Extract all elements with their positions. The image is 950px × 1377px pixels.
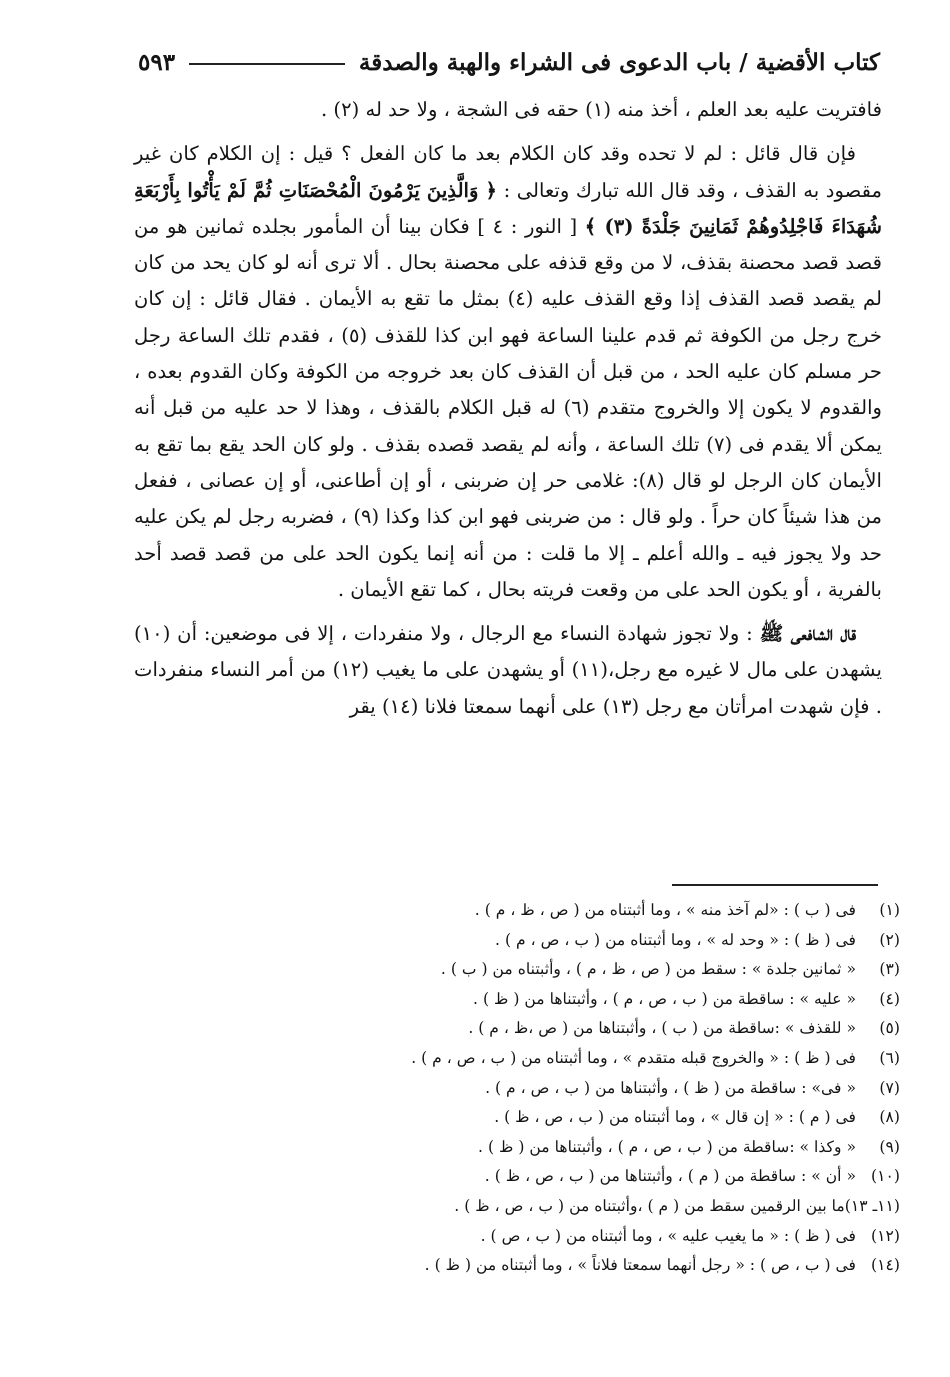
footnote-text: « فى» : ساقطة من ( ظ ) ، وأثبتناها من ( ب ، ص ، م ) . <box>485 1078 856 1097</box>
footnote <box>330 1044 900 1074</box>
footnote-number: (٩) <box>879 1137 900 1156</box>
footnote-number: (١١ـ ١٣) <box>844 1196 900 1215</box>
footnote-number: (٥) <box>879 1019 900 1038</box>
footnote-text: « للقذف » :ساقطة من ( ب ) ، وأثبتناها من ( ص ،ظ ، م ) . <box>468 1019 856 1038</box>
footnote <box>330 1103 900 1133</box>
footnote-text: « أن » : ساقطة من ( م ) ، وأثبتناها من ( ب ، ص ، ظ ) . <box>484 1167 856 1186</box>
footnote <box>330 1222 900 1252</box>
footnote-number: (٧) <box>879 1078 900 1097</box>
footnote-number: (١٢) <box>871 1226 900 1245</box>
page-number: ٥٩٣ <box>138 48 176 76</box>
paragraph-2 <box>134 136 882 608</box>
footnote-text: فى ( م ) : « إن قال » ، وما أثبتناه من ( ب ، ص ، ظ ) . <box>494 1108 856 1127</box>
quran-verse: ﴿ وَالَّذِينَ يَرْمُونَ الْمُحْصَنَاتِ ثُمَّ لَمْ يَأْتُوا بِأَرْبَعَةِ شُهَدَاءَ فَاجْلِدُوهُمْ ثَمَانِينَ جَلْدَةً (٣) ﴾ <box>134 178 883 238</box>
footnote-text: « وكذا » :ساقطة من ( ب ، ص ، م ) ، وأثبتناها من ( ظ ) . <box>478 1137 856 1156</box>
footnote-text: فى ( ظ ) : « وحد له » ، وما أثبتناه من ( ب ، ص ، م ) . <box>495 930 856 949</box>
footnotes-list <box>330 896 900 1281</box>
footnote <box>330 955 900 985</box>
footnote <box>330 1133 900 1163</box>
shafii-lead: قال الشافعى ﷺ <box>759 622 857 646</box>
footnote-rule <box>672 884 878 886</box>
footnote <box>330 1162 900 1192</box>
footnote-text: « عليه » : ساقطة من ( ب ، ص ، م ) ، وأثبتناها من ( ظ ) . <box>473 989 856 1008</box>
footnote-number: (٨) <box>879 1108 900 1127</box>
footnote <box>330 896 900 926</box>
page-header <box>138 40 880 84</box>
paragraph-2-text-a: فإن قال قائل : لم لا تحده وقد كان الكلام بعد ما كان الفعل ؟ قيل : إن الكلام كان غير مقصود به القذف ، وقد قال الله تبارك وتعالى : <box>134 142 882 202</box>
footnote-text: فى ( ظ ) : « والخروج قبله متقدم » ، وما أثبتناه من ( ب ، ص ، م ) . <box>411 1048 856 1067</box>
footnote <box>330 1074 900 1104</box>
footnote-text: ما بين الرقمين سقط من ( م ) ،وأثبتناه من ( ب ، ص ، ظ ) . <box>454 1196 845 1215</box>
paragraph-3 <box>134 616 882 725</box>
footnote-number: (٦) <box>879 1048 900 1067</box>
footnote-number: (١٤) <box>871 1256 900 1275</box>
footnote <box>330 1192 900 1222</box>
footnote <box>330 1014 900 1044</box>
footnote-text: فى ( ب ، ص ) : « رجل أنهما سمعتا فلاناً » ، وما أثبتناه من ( ظ ) . <box>424 1256 856 1275</box>
footnote-number: (١) <box>879 901 900 919</box>
footnote-text: فى ( ظ ) : « ما يغيب عليه » ، وما أثبتناه من ( ب ، ص ) . <box>480 1226 856 1245</box>
footnote-text: « ثمانين جلدة » : سقط من ( ص ، ظ ، م ) ، وأثبتناه من ( ب ) . <box>440 960 856 979</box>
footnote-number: (٣) <box>879 960 900 979</box>
footnote <box>330 1251 900 1281</box>
paragraph-1: فافتريت عليه بعد العلم ، أخذ منه (١) حقه فى الشجة ، ولا حد له (٢) . <box>320 98 882 121</box>
footnote-number: (٤) <box>879 989 900 1008</box>
footnote-number: (٢) <box>879 930 900 949</box>
header-rule <box>189 63 345 65</box>
footnote-number: (١٠) <box>871 1167 900 1186</box>
footnote <box>330 985 900 1015</box>
footnote-text: فى ( ب ) : «لم آخذ منه » ، وما أثبتناه من ( ص ، ظ ، م ) . <box>474 901 856 919</box>
paragraph-2-text-b: [ النور : ٤ ] فكان بينا أن المأمور بجلده ثمانين هو من قصد قصد محصنة بقذف، لا من وقع قذفه على محصنة بحال . ألا ترى أنه لو كان يحد من كان لم يقصد قصد القذف إذا وقع القذف عليه (٤) بمثل ما تقع به الأيمان . فقال قائل : إن كان خرج رجل من الكوفة ثم قدم علينا الساعة فهو ابن كذا للقذف (٥) ، فقدم تلك الساعة رجل حر مسلم كان عليه الحد ، من قبل أن القذف كان بعد خروجه من الكوفة وكان القدوم بعده ، والقدوم لا يكون إلا والخروج متقدم (٦) له قبل الكلام بالقذف ، وهذا لا حد عليه من قبل أنه يمكن ألا يقدم فى (٧) تلك الساعة ، وأنه لم يقصد قصده بقذف . ولو كان الحد يقع بما تقع به الأيمان كان الرجل لو قال (٨): غلامى حر إن ضربنى ، أو إن أطاعنى، أو إن عصانى ، ففعل من هذا شيئاً كان حراً . ولو قال : من ضربنى فهو ابن كذا وكذا (٩) ، فضربه رجل لم يكن عليه حد ولا يجوز فيه ـ والله أعلم ـ إلا ما قلت : من أنه إنما يكون الحد على من قصد قصد أحد بالفرية ، أو يكون الحد على من وقعت فريته بحال ، كما تقع الأيمان . <box>134 214 883 601</box>
paragraph-3-text: : ولا تجوز شهادة النساء مع الرجال ، ولا منفردات ، إلا فى موضعين: أن (١٠) يشهدن على مال لا غيره مع رجل،(١١) أو يشهدن على ما يغيب (١٢) من أمر النساء منفردات . فإن شهدت امرأتان مع رجل (١٣) على أنهما سمعتا فلانا (١٤) يقر <box>134 622 882 718</box>
main-text <box>134 92 882 725</box>
running-title: كتاب الأقضية / باب الدعوى فى الشراء والهبة والصدقة <box>358 48 880 76</box>
footnote <box>330 926 900 956</box>
